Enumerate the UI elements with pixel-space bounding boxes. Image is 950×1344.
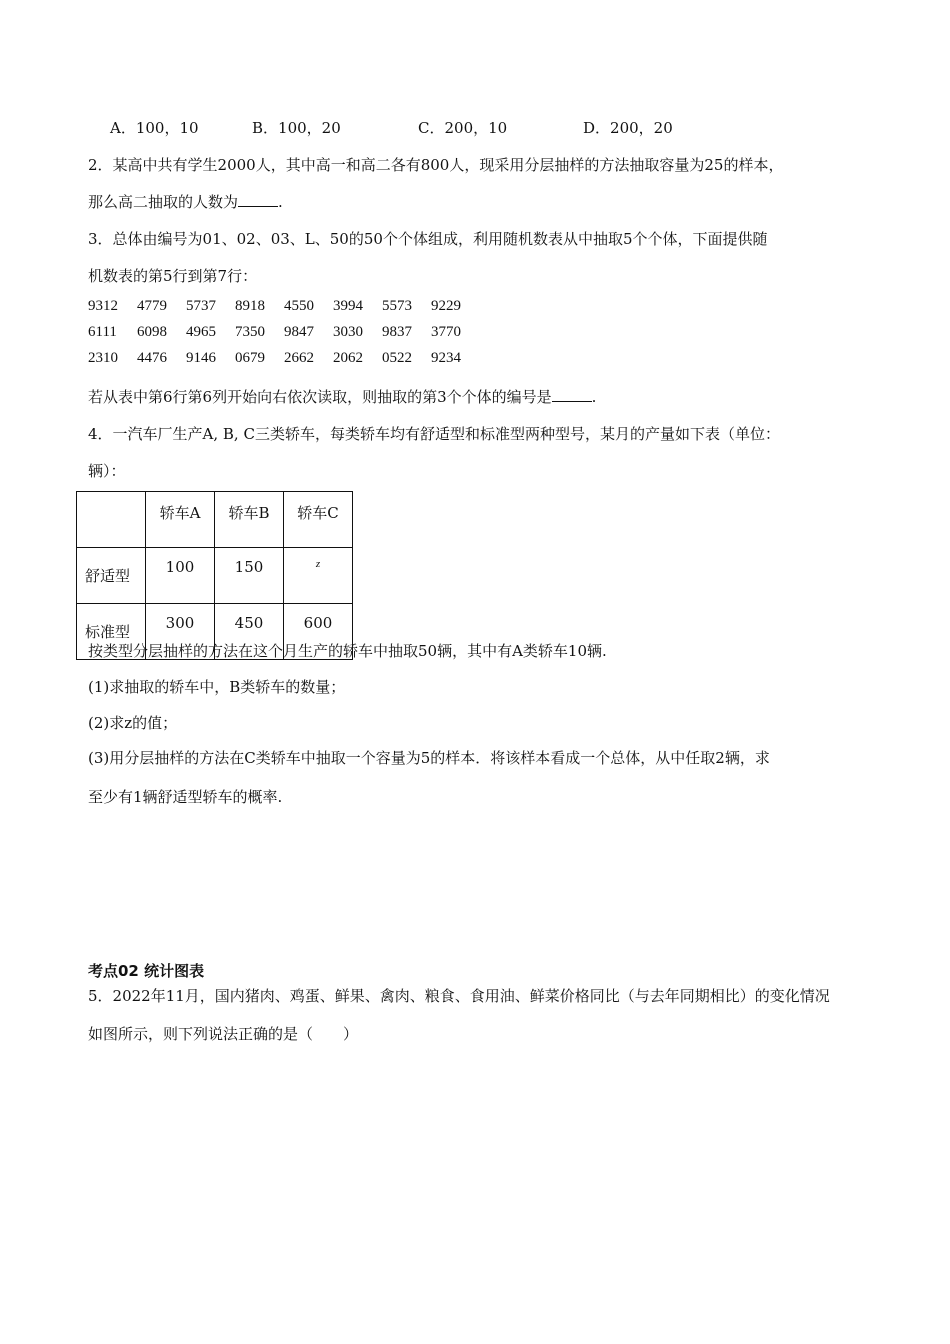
answer-blank [552, 387, 592, 402]
option-d: D．200，20 [583, 119, 673, 137]
q3-text: 若从表中第6行第6列开始向右依次读取，则抽取的第3个个体的编号是 [88, 388, 552, 406]
random-row-7 [88, 350, 480, 367]
rand-cell: 0522 [382, 350, 412, 366]
rand-cell: 2662 [284, 350, 314, 366]
option-b: B．100，20 [252, 119, 341, 137]
rand-cell: 3994 [333, 298, 363, 314]
q4-sub2: (2)求z的值； [88, 714, 178, 732]
option-c: C．200，10 [418, 119, 508, 137]
q3-end: . [591, 388, 597, 406]
row-label: 舒适型 [77, 548, 146, 604]
q4-sub1: (1)求抽取的轿车中，B类轿车的数量； [88, 678, 346, 696]
rand-cell: 8918 [235, 298, 265, 314]
production-table [76, 491, 353, 660]
rand-cell: 3770 [431, 324, 461, 340]
q4-line2: 辆）： [88, 462, 126, 480]
rand-cell: 0679 [235, 350, 265, 366]
q2-line1: 2．某高中共有学生2000人，其中高一和高二各有800人，现采用分层抽样的方法抽取容量为25的样本， [88, 156, 784, 174]
rand-cell: 6111 [88, 324, 117, 340]
q4-line3: 按类型分层抽样的方法在这个月生产的轿车中抽取50辆，其中有A类轿车10辆. [88, 642, 607, 660]
rand-cell: 4476 [137, 350, 167, 366]
row-label: 标准型 [77, 604, 146, 660]
table-cell: 100 [146, 548, 215, 604]
q2-line2 [88, 192, 283, 212]
table-header: 轿车C [284, 492, 353, 548]
q5-line1: 5．2022年11月，国内猪肉、鸡蛋、鲜果、禽肉、粮食、食用油、鲜菜价格同比（与去年同期相比）的变化情况 [88, 987, 830, 1005]
q3-line3 [88, 387, 596, 407]
rand-cell: 9837 [382, 324, 412, 340]
rand-cell: 9146 [186, 350, 216, 366]
table-cell [77, 492, 146, 548]
rand-cell: 5573 [382, 298, 412, 314]
rand-cell: 2310 [88, 350, 118, 366]
table-header: 轿车B [215, 492, 284, 548]
q2-end: . [278, 193, 283, 211]
q4-line1: 4．一汽车厂生产A, B, C三类轿车，每类轿车均有舒适型和标准型两种型号，某月的产量如下表（单位： [88, 425, 780, 443]
q4-sub3a: (3)用分层抽样的方法在C类轿车中抽取一个容量为5的样本．将该样本看成一个总体，从中任取2辆，求 [88, 749, 770, 767]
rand-cell: 4779 [137, 298, 167, 314]
table-cell: z [284, 548, 353, 604]
q4-sub3b: 至少有1辆舒适型轿车的概率. [88, 788, 283, 806]
section-heading: 考点02 统计图表 [88, 962, 205, 980]
answer-blank [238, 192, 278, 207]
rand-cell: 4550 [284, 298, 314, 314]
table-header: 轿车A [146, 492, 215, 548]
rand-cell: 9847 [284, 324, 314, 340]
rand-cell: 7350 [235, 324, 265, 340]
q2-text: 那么高二抽取的人数为 [88, 193, 239, 211]
q3-line1: 3．总体由编号为01、02、03、L、50的50个个体组成，利用随机数表从中抽取5个个体，下面提供随 [88, 230, 768, 248]
random-row-6 [88, 324, 480, 341]
rand-cell: 9234 [431, 350, 461, 366]
table-cell: 450 [215, 604, 284, 660]
q5-line2: 如图所示，则下列说法正确的是（ ） [88, 1025, 359, 1043]
table-header-row [77, 492, 353, 548]
q3-line2: 机数表的第5行到第7行： [88, 267, 258, 285]
rand-cell: 4965 [186, 324, 216, 340]
rand-cell: 9229 [431, 298, 461, 314]
table-row [77, 548, 353, 604]
rand-cell: 6098 [137, 324, 167, 340]
rand-cell: 9312 [88, 298, 118, 314]
table-cell: 600 [284, 604, 353, 660]
rand-cell: 3030 [333, 324, 363, 340]
rand-cell: 5737 [186, 298, 216, 314]
table-cell: 300 [146, 604, 215, 660]
random-row-5 [88, 298, 480, 315]
table-cell: 150 [215, 548, 284, 604]
rand-cell: 2062 [333, 350, 363, 366]
option-a: A．100，10 [110, 119, 199, 137]
